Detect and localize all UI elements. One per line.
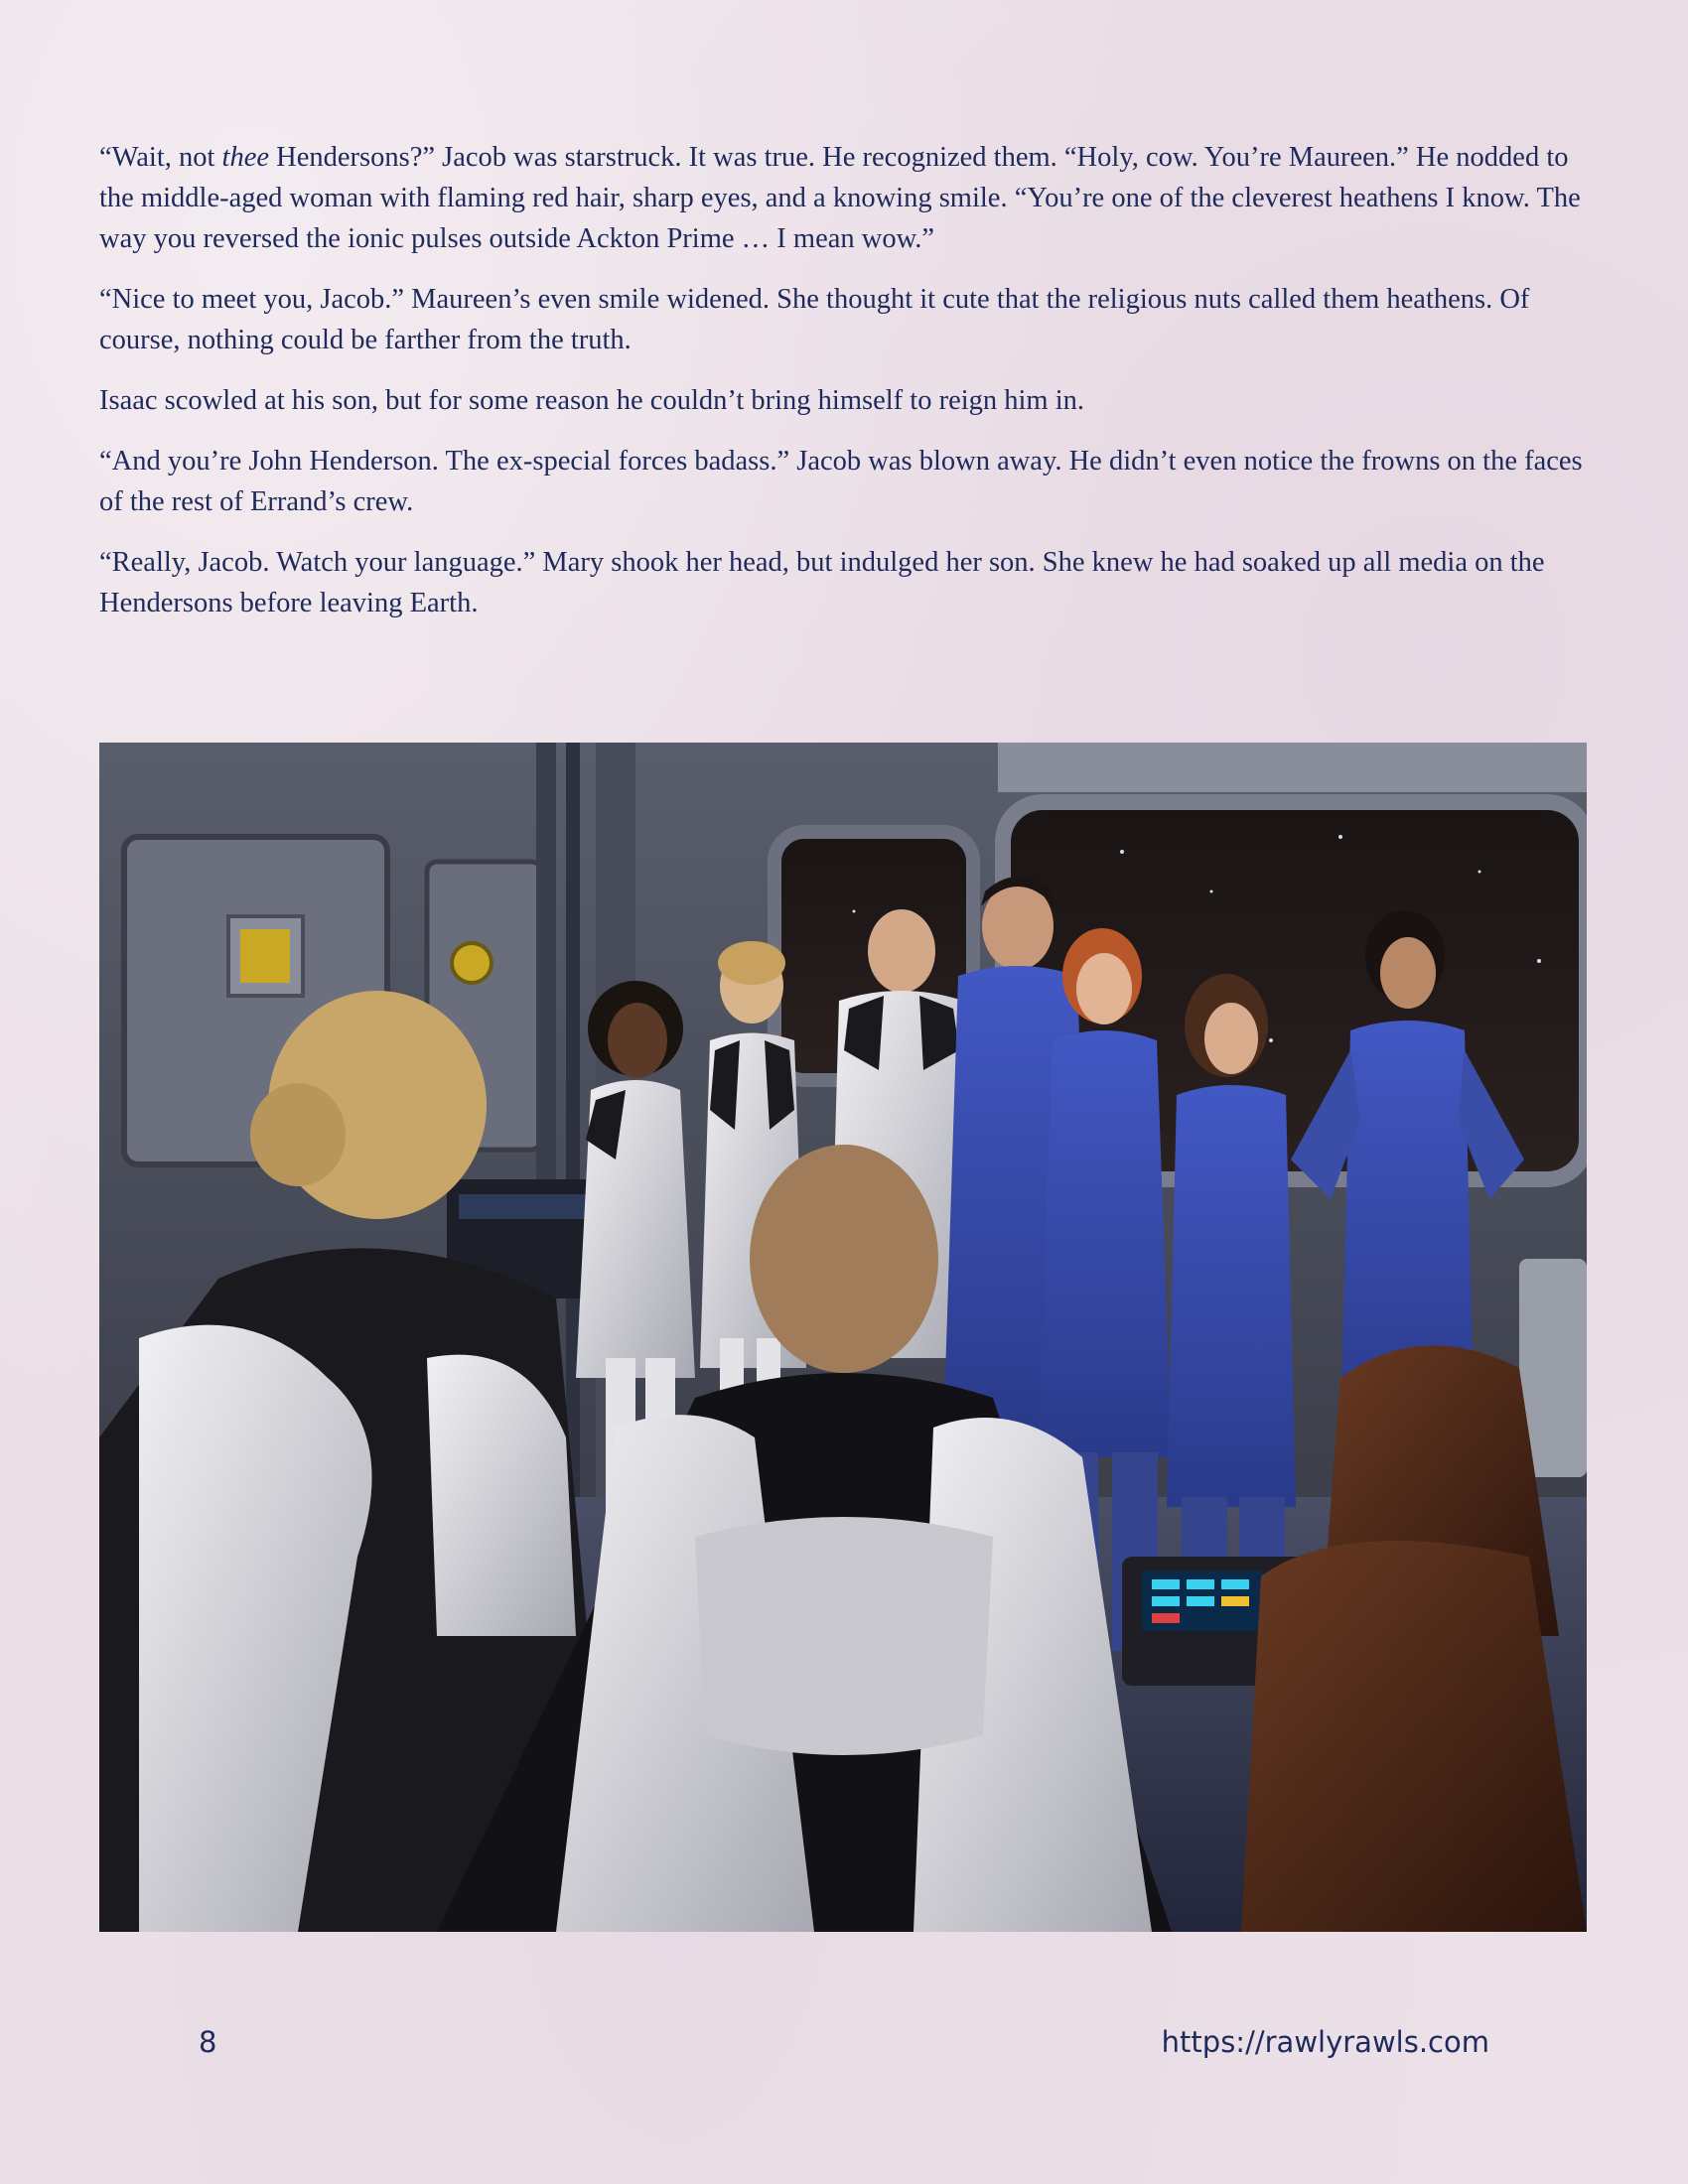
paragraph-4: “And you’re John Henderson. The ex-special forces badass.” Jacob was blown away. He didn’t even notice the frowns on the faces of the rest of Errand’s crew. xyxy=(99,446,1583,517)
illustration-svg xyxy=(99,743,1587,1932)
page-number: 8 xyxy=(199,2025,217,2059)
paragraph-2: “Nice to meet you, Jacob.” Maureen’s even smile widened. She thought it cute that the religious nuts called them heathens. Of course, nothing could be farther from the truth. xyxy=(99,284,1530,355)
paragraph-1: “Wait, not thee Hendersons?” Jacob was starstruck. It was true. He recognized them. “Holy, cow. You’re Maureen.” He nodded to the middle-aged woman with flaming red hair, sharp eyes, and a knowing smile. “You’re one of the cleverest heathens I know. The way you reversed the ionic pulses outside Ackton Prime … I mean wow.” xyxy=(99,142,1581,254)
story-text xyxy=(99,137,1589,643)
paragraph-3: Isaac scowled at his son, but for some reason he couldn’t bring himself to reign him in. xyxy=(99,385,1085,416)
website-url[interactable]: https://rawlyrawls.com xyxy=(1161,2025,1489,2059)
paragraph-5: “Really, Jacob. Watch your language.” Mary shook her head, but indulged her son. She knew he had soaked up all media on the Hendersons before leaving Earth. xyxy=(99,547,1545,618)
emphasis-thee: thee xyxy=(221,142,270,173)
spaceship-crew-illustration xyxy=(99,743,1587,1932)
